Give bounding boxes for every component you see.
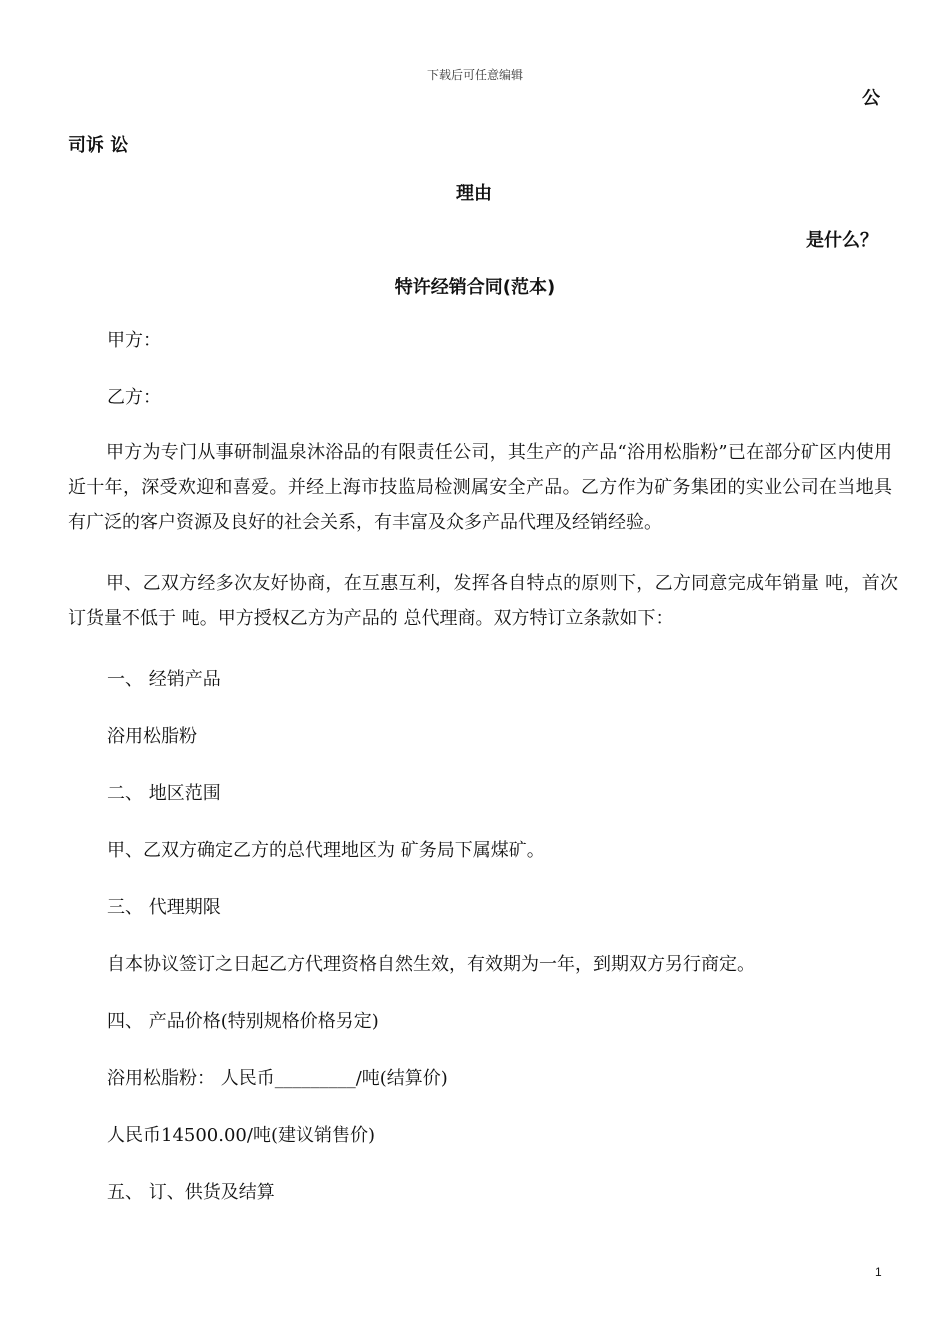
contract-title: 特许经销合同(范本) [394,277,556,298]
section-3-heading: 三、 代理期限 [107,897,221,918]
section-1-body: 浴用松脂粉 [107,726,197,747]
section-2-body: 甲、乙双方确定乙方的总代理地区为 矿务局下属煤矿。 [107,840,545,861]
party-b-label: 乙方： [107,387,161,408]
title-fragment-shi-shen-me: 是什么？ [806,230,878,251]
section-5-heading: 五、 订、供货及结算 [107,1182,275,1203]
page-number: 1 [875,1265,882,1279]
section-2-heading: 二、 地区范围 [107,783,221,804]
section-4-price-suggested: 人民币14500.00/吨(建议销售价) [107,1125,375,1146]
title-fragment-gong: 公 [862,88,880,109]
title-fragment-li-you: 理由 [456,183,492,204]
header-note: 下载后可任意编辑 [426,68,523,82]
party-a-label: 甲方： [107,330,161,351]
title-fragment-si-su-song: 司诉 讼 [68,135,129,156]
paragraph-agreement: 甲、乙双方经多次友好协商，在互惠互利，发挥各自特点的原则下，乙方同意完成年销量 吨，首次订货量不低于 吨。甲方授权乙方为产品的 总代理商。双方特订立条款如下： [68,573,898,629]
paragraph-intro: 甲方为专门从事研制温泉沐浴品的有限责任公司，其生产的产品“浴用松脂粉”已在部分矿区内使用近十年，深受欢迎和喜爱。并经上海市技监局检测属安全产品。乙方作为矿务集团的实业公司在当地具有广泛的客户资源及良好的社会关系，有丰富及众多产品代理及经销经验。 [68,442,892,533]
section-3-body: 自本协议签订之日起乙方代理资格自然生效，有效期为一年，到期双方另行商定。 [107,954,755,975]
section-4-heading: 四、 产品价格(特别规格价格另定) [107,1011,379,1032]
section-4-price-settlement: 浴用松脂粉： 人民币_________/吨(结算价) [107,1068,448,1089]
section-1-heading: 一、 经销产品 [107,669,221,690]
